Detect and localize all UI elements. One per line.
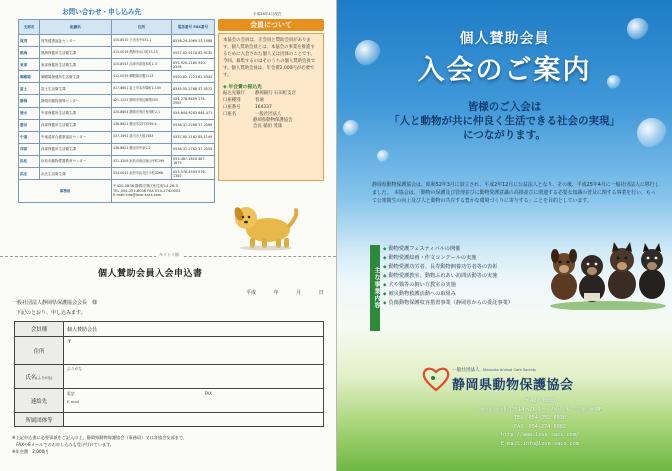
contact-row (19, 83, 215, 95)
pay-value: 164337 (255, 105, 272, 110)
branch-address: 437-1692 掛川市大坂1583 (112, 131, 172, 143)
branch-org: 熱海保健所生活衛生課 (40, 47, 112, 59)
name-label-cell (15, 365, 64, 389)
intro-text: 静岡県動物保護協会は、昭和52年3月に設立され、平成2年12月に公益法人となり、その後、平成25年4月に一般社団法人に移行しました。 本協会は、「動物の保護及び管理並びに動物愛護意識の高揚並びに関連する必要な知識の普及に関する事業を行い、もって公衆衛生の向上及び人と動物の共存する豊かな環境づくりに寄与する」ことを目的としています。 (372, 182, 660, 205)
branch-org: 静岡市動物指導センター (40, 95, 112, 107)
branch-name: 富士 (19, 83, 40, 95)
pay-row (223, 90, 319, 97)
activity-item: ◆ 動物愛護絵画・作文コンクールの実施 (383, 254, 513, 263)
form-row-name (15, 365, 324, 389)
contact-row (19, 143, 215, 155)
branch-address: 412-0039 御殿場市竈1113 (112, 71, 172, 83)
form-date[interactable]: 平成 年 月 日 (246, 290, 324, 296)
pay-row (223, 111, 319, 118)
branch-phone: 0538-37-2268 37-2589 (172, 119, 215, 131)
activities-tag: 主な事業内容 (370, 245, 380, 331)
tagline (337, 100, 672, 142)
office-label: 事務局 (19, 180, 112, 203)
activity-item: ◆ 動物愛護功労者、長寿動物飼養功労者等の表彰 (383, 263, 513, 272)
pay-value: 一般社団法人 (255, 112, 282, 117)
contact-field[interactable] (64, 389, 324, 413)
activity-item: ◆ 動物愛護教室、動物ふれあい訪問活動等の実施 (383, 272, 513, 281)
office-info (112, 180, 215, 203)
branch-org: 浜松市動物愛護教育センター (40, 155, 112, 167)
branch-address: 434-0042 浜松市浜北区小松3266 (112, 168, 172, 180)
form-note: ※年会費 2,000円 (12, 449, 49, 454)
org-type: 一般社団法人 Shizuoka Animal Care Society (452, 368, 537, 373)
fee-heading: ◆ 年会費の振込先 (223, 83, 319, 90)
puppies-photo-icon (548, 238, 668, 310)
pay-row (223, 104, 319, 111)
tagline-line3: につながります。 (463, 129, 546, 141)
branch-address: 415-8510 下田市中531-1 (112, 35, 172, 47)
branch-phone: 053-576-4593 576-1367 (172, 168, 215, 180)
branch-name: 東部 (19, 59, 40, 71)
type-label: 会員種 (15, 322, 64, 337)
branch-org: 御殿場保健所生活衛生課 (40, 71, 112, 83)
form-row-org (15, 413, 324, 427)
account-name-line1: 静岡県動物保護協会 (253, 118, 293, 123)
branch-phone: 0537-85-1162 85-1149 (172, 131, 215, 143)
branch-phone: 0558-24-2069 23-1088 (172, 35, 215, 47)
pay-key: 口座種別 (223, 98, 241, 103)
contact-row (19, 95, 215, 107)
hero-title-small: 個人賛助会員 (459, 31, 550, 47)
branch-address: 417-8601 富士市本市場町1-100 (112, 83, 172, 95)
org-contact-block (455, 397, 625, 448)
org-tel: TEL 054-251-6036 (513, 415, 567, 421)
pay-key: 振込先銀行 (223, 91, 245, 96)
branch-org: 中東遠総合健康福祉センター (40, 131, 112, 143)
branch-name: 中遠 (19, 131, 40, 143)
branch-phone: 0550-82-1223 82-4345 (172, 71, 215, 83)
type-value: 個人賛助会員 (64, 322, 324, 337)
branch-phone: 053-487-1616 487-1675 (172, 155, 215, 167)
branch-org: 西部保健所生活衛生課 (40, 119, 112, 131)
form-note: ※上記申込書に必要事項をご記入の上、静岡県動物保護協会（事務局）又は各協会友部まで、 (12, 435, 188, 440)
activity-item: ◆ 犬や猫等の飼い方教室の実施 (383, 281, 513, 290)
form-consent: 下記のとおり、申し込みます。 (16, 310, 86, 316)
contact-header-row (19, 20, 215, 35)
form-notes (12, 434, 187, 455)
tagline-line2: 「人と動物が共に仲良く生活できる社会の実現」 (389, 115, 620, 127)
name-label: 氏名 (25, 374, 37, 381)
branch-name: 熱海 (19, 47, 40, 59)
office-phone: TEL 054-251-6036 FAX 054-274-0002 (113, 188, 181, 193)
form-note: FAXやEメールでのお申し込みも受け付けています。 (12, 442, 115, 447)
org-postal: 〒420-0838 (524, 398, 556, 404)
contact-row (19, 71, 215, 83)
org-address: 静岡市葵区相生町14番26-3号 静岡県私立芸楽会館4F (478, 406, 602, 413)
header-phone: 電話番号 FAX番号 (172, 20, 215, 35)
branch-name: 浜松 (19, 155, 40, 167)
contact-row (19, 35, 215, 47)
org-label: 所属団体等 (15, 413, 64, 427)
branch-name: 清水 (19, 107, 40, 119)
contact-row (19, 47, 215, 59)
form-title: 個人賛助会員入会申込書 (98, 269, 203, 279)
form-row-address (15, 337, 324, 365)
contact-title: お問い合わせ・申し込み先 (62, 8, 142, 16)
member-text: 本協会の会員は、正会員と賛助会員があります。個人賛助会員とは、本協会の事業を推進するために入会された個人又は団体のことです。今回、募集するのはそのうちの個人賛助会員です。個人賛助会員は、年会費2,000円が必要です。 (223, 38, 316, 78)
postal-mark: 〒 (67, 339, 73, 345)
branch-org: 中部保健所生活衛生課 (40, 107, 112, 119)
branch-address: 438-8622 磐田市見付3599-4 (112, 119, 172, 131)
branch-org: 西部保健所生活衛生課 (40, 143, 112, 155)
branch-address: 421-1222 静岡市葵区飯間353 (112, 95, 172, 107)
bubble-decoration (377, 150, 389, 162)
activity-item: ◆ 負傷動物保護収容措置事業（静岡県からの委託事業） (383, 299, 513, 308)
contact-row (19, 155, 215, 167)
branch-address: 413-0016 熱海市水口町13-15 (112, 47, 172, 59)
branch-name: 賀茂 (19, 35, 40, 47)
contact-row (19, 131, 215, 143)
heart-logo-icon (422, 366, 450, 392)
header-org: 組織名 (40, 20, 112, 35)
org-email-link[interactable]: E-mail:info@love-sacs.com (500, 440, 580, 447)
address-label: 住所 (15, 337, 64, 365)
address-field[interactable] (64, 337, 324, 365)
contact-row (19, 168, 215, 180)
branch-org: 富士生活衛生課 (40, 83, 112, 95)
pay-key: 口座番号 (223, 105, 241, 110)
org-name: 静岡県動物保護協会 (452, 378, 574, 393)
office-address: 〒420-0838 静岡市葵区相生町14-26-3 (113, 184, 178, 189)
branch-phone: 0545-55-2768 57-0522 (172, 83, 215, 95)
contact-table (18, 19, 215, 203)
branch-org: 浜北生活衛生課 (40, 168, 112, 180)
activity-item: ◆ 被災動物救護活動への取組み (383, 290, 513, 299)
name-field[interactable] (64, 365, 324, 389)
branch-phone: 054-644-9283 644-471 (172, 107, 215, 119)
branch-name: 西部 (19, 143, 40, 155)
branch-address: 420-8604 静岡市葵区有明町2-1 (112, 107, 172, 119)
header-address: 住所 (112, 20, 172, 35)
branch-phone: 054-278-6409 278-2987 (172, 95, 215, 107)
branch-name: 静岡 (19, 95, 40, 107)
hero-title-large: 入会のご案内 (417, 55, 592, 86)
branch-address: 410-8543 沼津市高島本町1-3 (112, 59, 172, 71)
org-english-name: Shizuoka Animal Care Society (482, 368, 537, 372)
member-body (218, 33, 324, 181)
application-form-table (14, 321, 324, 427)
branch-name: 浜北 (19, 168, 40, 180)
contact-row (19, 119, 215, 131)
office-row (19, 180, 215, 203)
branch-name: 磐田 (19, 119, 40, 131)
pay-value: 普通 (255, 98, 264, 103)
branch-org: 東部保健所生活衛生課 (40, 59, 112, 71)
branch-address: 438-8622 磐田市中泉1-2 (112, 143, 172, 155)
contact-row (19, 59, 215, 71)
activity-item: ◆ 動物愛護フェスティバルの開催 (383, 245, 513, 254)
form-recipient: 一般社団法人静岡県保護協会会長 様 (12, 300, 98, 306)
tagline-line1: 皆様のご入会は (467, 101, 542, 113)
pay-value: 静岡銀行 石田町支店 (255, 91, 296, 96)
pay-row (223, 97, 319, 104)
fax-field-label: FAX (204, 391, 213, 396)
contact-label: 連絡先 (15, 389, 64, 413)
branch-org: 賀茂健康福祉センター (40, 35, 112, 47)
activities-list (383, 245, 513, 308)
office-email[interactable]: E-mail:info@love-sacs.com (113, 193, 162, 198)
contact-rows (19, 35, 215, 180)
org-fax: FAX 054-274-0002 (513, 423, 567, 430)
member-header: 会員について (218, 19, 324, 31)
member-info-box (218, 19, 324, 187)
branch-phone: 0538-37-2762 37-2555 (172, 143, 215, 155)
header-branch: 支部名 (19, 20, 40, 35)
branch-phone: 0557-82-9116 82-9130 (172, 47, 215, 59)
cut-label: キリトリ線 (156, 252, 182, 258)
tel-field-label: 電話 FAX (67, 391, 213, 396)
form-row-contact (15, 389, 324, 413)
form-row-type (15, 322, 324, 337)
account-name-line2: 会長 稲垣 茂康 (253, 124, 283, 129)
dog-illustration-icon (228, 200, 302, 252)
email-field-label: E-mail (67, 399, 79, 404)
contact-row (19, 107, 215, 119)
pay-key: 口座名 (223, 112, 237, 117)
branch-address: 431-1209 浜松市西区舘山寺町199 (112, 155, 172, 167)
branch-phone: 055-920-2160 920-2194 (172, 59, 215, 71)
name-kana-hint: ふりがな (67, 366, 83, 371)
name-kana-label: (ふりがな) (36, 375, 53, 380)
org-field[interactable] (64, 413, 324, 427)
branch-name: 御殿場 (19, 71, 40, 83)
org-website-link[interactable]: http://www.love-sacs.com/ (500, 432, 580, 438)
contact-date: 平成28年4月現在 (253, 12, 282, 16)
